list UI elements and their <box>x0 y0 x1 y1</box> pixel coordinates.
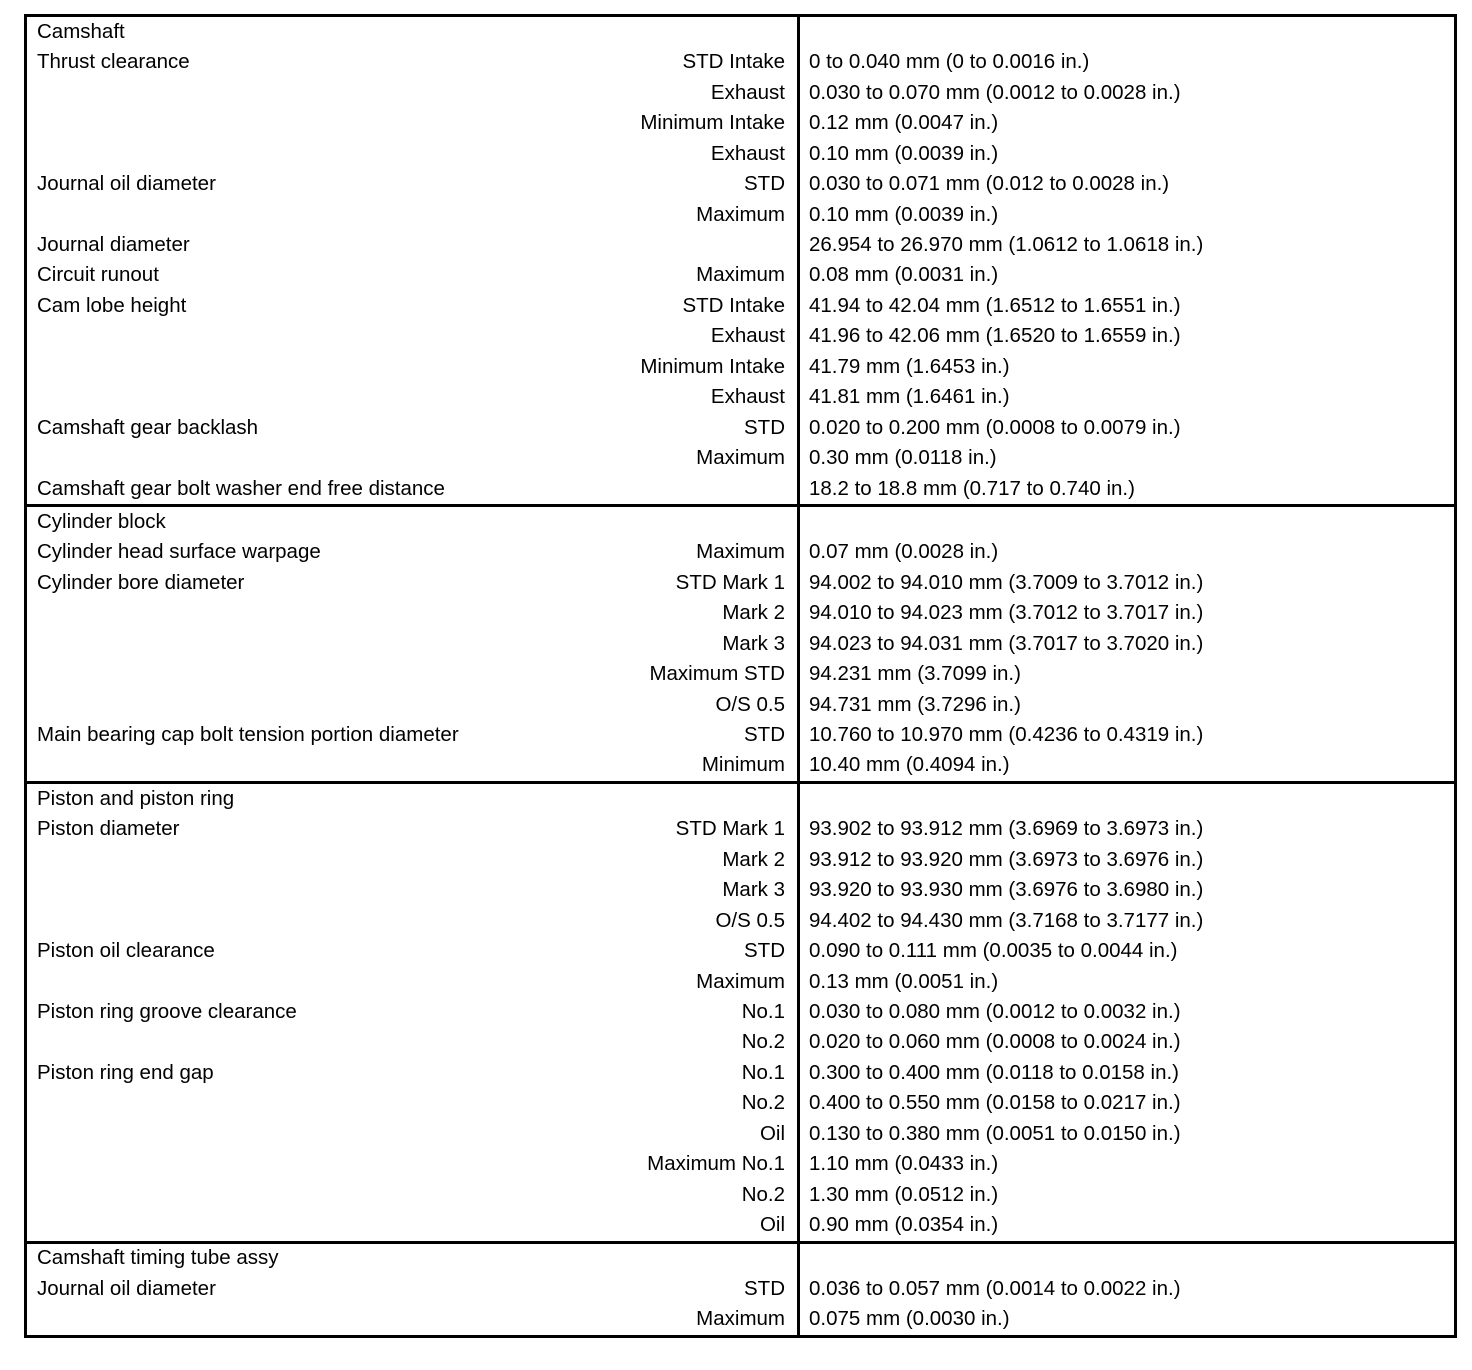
spec-value-row <box>800 352 1454 382</box>
section-title-spacer <box>800 1244 1454 1274</box>
spec-qualifier: Mark 2 <box>722 847 785 871</box>
spec-qualifier: Exhaust <box>710 385 785 409</box>
spec-value: 0 to 0.040 mm (0 to 0.0016 in.) <box>809 50 1090 74</box>
spec-row <box>27 413 797 443</box>
spec-value: 0.020 to 0.060 mm (0.0008 to 0.0024 in.) <box>809 1030 1181 1054</box>
spec-item-label: Piston diameter <box>37 819 180 840</box>
spec-value-row <box>800 1149 1454 1179</box>
spec-item-label: Journal oil diameter <box>37 1278 216 1300</box>
spec-row <box>27 169 797 199</box>
spec-qualifier: STD Intake <box>682 50 785 74</box>
spec-row <box>27 875 797 905</box>
spec-value-row <box>800 720 1454 750</box>
spec-value-row <box>800 1119 1454 1149</box>
spec-qualifier: Minimum <box>701 753 785 777</box>
spec-item-label: Cylinder bore diameter <box>37 572 245 594</box>
spec-value-row <box>800 78 1454 108</box>
spec-qualifier: STD <box>744 1276 785 1300</box>
spec-qualifier: Exhaust <box>710 324 785 348</box>
spec-qualifier: O/S 0.5 <box>715 692 785 716</box>
spec-row <box>27 200 797 230</box>
section-label-column <box>27 1244 800 1335</box>
spec-qualifier: Maximum <box>696 1307 785 1331</box>
spec-item-label: Journal oil diameter <box>37 174 216 195</box>
spec-value: 0.10 mm (0.0039 in.) <box>809 202 999 226</box>
spec-row <box>27 751 797 781</box>
spec-value: 93.920 to 93.930 mm (3.6976 to 3.6980 in.) <box>809 878 1204 902</box>
spec-row <box>27 537 797 567</box>
spec-item-label: Camshaft gear bolt washer end free distance <box>37 478 445 500</box>
section-title: Camshaft <box>37 21 125 43</box>
section-title-spacer <box>800 17 1454 47</box>
spec-qualifier: STD Mark 1 <box>675 570 785 594</box>
section-title: Cylinder block <box>37 511 166 533</box>
spec-value: 93.902 to 93.912 mm (3.6969 to 3.6973 in.) <box>809 817 1204 841</box>
spec-item-label: Main bearing cap bolt tension portion diameter <box>37 725 459 746</box>
spec-value: 1.30 mm (0.0512 in.) <box>809 1182 999 1206</box>
section-title-row <box>27 784 797 814</box>
spec-section <box>27 1241 1454 1335</box>
spec-qualifier: Mark 3 <box>722 631 785 655</box>
spec-value: 0.030 to 0.070 mm (0.0012 to 0.0028 in.) <box>809 80 1181 104</box>
spec-value: 93.912 to 93.920 mm (3.6973 to 3.6976 in.) <box>809 847 1204 871</box>
spec-qualifier: Maximum <box>696 263 785 287</box>
spec-row <box>27 321 797 351</box>
spec-value-row <box>800 261 1454 291</box>
spec-row <box>27 352 797 382</box>
spec-qualifier: STD <box>744 415 785 439</box>
spec-value: 41.94 to 42.04 mm (1.6512 to 1.6551 in.) <box>809 293 1181 317</box>
spec-value: 10.760 to 10.970 mm (0.4236 to 0.4319 in.) <box>809 723 1204 747</box>
spec-value: 0.10 mm (0.0039 in.) <box>809 141 999 165</box>
spec-value: 18.2 to 18.8 mm (0.717 to 0.740 in.) <box>809 476 1135 500</box>
section-value-column <box>800 1244 1454 1335</box>
spec-value: 94.023 to 94.031 mm (3.7017 to 3.7020 in.) <box>809 631 1204 655</box>
spec-value-row <box>800 659 1454 689</box>
spec-row <box>27 997 797 1027</box>
section-value-column <box>800 784 1454 1241</box>
spec-value: 10.40 mm (0.4094 in.) <box>809 753 1010 777</box>
spec-value: 26.954 to 26.970 mm (1.0612 to 1.0618 in.) <box>809 233 1204 257</box>
spec-value-row <box>800 1027 1454 1057</box>
spec-value-row <box>800 629 1454 659</box>
spec-section <box>27 504 1454 781</box>
spec-row <box>27 1119 797 1149</box>
spec-value: 1.10 mm (0.0433 in.) <box>809 1152 999 1176</box>
spec-value-row <box>800 413 1454 443</box>
spec-row <box>27 598 797 628</box>
spec-value-row <box>800 1180 1454 1210</box>
section-label-column <box>27 17 800 504</box>
spec-item-label: Journal diameter <box>37 235 190 256</box>
spec-value: 0.130 to 0.380 mm (0.0051 to 0.0150 in.) <box>809 1121 1181 1145</box>
spec-value: 0.400 to 0.550 mm (0.0158 to 0.0217 in.) <box>809 1091 1181 1115</box>
spec-row <box>27 1088 797 1118</box>
section-label-column <box>27 784 800 1241</box>
section-value-column <box>800 507 1454 781</box>
spec-qualifier: No.2 <box>741 1091 785 1115</box>
spec-value-row <box>800 382 1454 412</box>
spec-value: 41.96 to 42.06 mm (1.6520 to 1.6559 in.) <box>809 324 1181 348</box>
spec-row <box>27 443 797 473</box>
spec-value: 0.036 to 0.057 mm (0.0014 to 0.0022 in.) <box>809 1276 1181 1300</box>
spec-value-row <box>800 751 1454 781</box>
spec-value-row <box>800 139 1454 169</box>
spec-qualifier: No.2 <box>741 1030 785 1054</box>
spec-row <box>27 690 797 720</box>
spec-row <box>27 1180 797 1210</box>
spec-qualifier: Maximum STD <box>649 662 785 686</box>
spec-value: 0.07 mm (0.0028 in.) <box>809 540 999 564</box>
spec-qualifier: Maximum No.1 <box>647 1152 785 1176</box>
spec-row <box>27 659 797 689</box>
spec-qualifier: Exhaust <box>710 141 785 165</box>
spec-row <box>27 814 797 844</box>
spec-value-row <box>800 537 1454 567</box>
section-label-column <box>27 507 800 781</box>
spec-value: 94.731 mm (3.7296 in.) <box>809 692 1021 716</box>
spec-row <box>27 1027 797 1057</box>
spec-row <box>27 230 797 260</box>
spec-value: 94.402 to 94.430 mm (3.7168 to 3.7177 in.) <box>809 908 1204 932</box>
spec-value-row <box>800 875 1454 905</box>
spec-qualifier: Minimum Intake <box>640 354 785 378</box>
spec-row <box>27 47 797 77</box>
section-title-row <box>27 507 797 537</box>
spec-value-row <box>800 568 1454 598</box>
spec-value: 0.030 to 0.071 mm (0.012 to 0.0028 in.) <box>809 172 1170 196</box>
spec-qualifier: Maximum <box>696 540 785 564</box>
spec-qualifier: STD Intake <box>682 293 785 317</box>
spec-value: 41.81 mm (1.6461 in.) <box>809 385 1010 409</box>
section-title-spacer <box>800 784 1454 814</box>
spec-row <box>27 720 797 750</box>
spec-item-label: Thrust clearance <box>37 52 190 73</box>
spec-row <box>27 139 797 169</box>
spec-value-row <box>800 936 1454 966</box>
spec-value-row <box>800 1274 1454 1304</box>
spec-value: 0.30 mm (0.0118 in.) <box>809 446 997 470</box>
spec-value-row <box>800 1058 1454 1088</box>
spec-value-row <box>800 1210 1454 1240</box>
spec-qualifier: No.1 <box>741 999 785 1023</box>
spec-value: 0.030 to 0.080 mm (0.0012 to 0.0032 in.) <box>809 999 1181 1023</box>
spec-row <box>27 78 797 108</box>
spec-row <box>27 474 797 504</box>
spec-value-row <box>800 1304 1454 1334</box>
spec-qualifier: Minimum Intake <box>640 111 785 135</box>
spec-row <box>27 382 797 412</box>
spec-item-label: Circuit runout <box>37 265 159 286</box>
spec-row <box>27 1304 797 1334</box>
spec-item-label: Cam lobe height <box>37 295 187 317</box>
spec-row <box>27 1274 797 1304</box>
spec-value: 94.231 mm (3.7099 in.) <box>809 662 1021 686</box>
spec-qualifier: Oil <box>759 1213 785 1237</box>
spec-value: 41.79 mm (1.6453 in.) <box>809 354 1010 378</box>
section-title: Piston and piston ring <box>37 788 235 810</box>
spec-qualifier: STD <box>744 172 785 196</box>
spec-value-row <box>800 200 1454 230</box>
spec-value-row <box>800 997 1454 1027</box>
spec-row <box>27 1058 797 1088</box>
section-title: Camshaft timing tube assy <box>37 1248 279 1269</box>
spec-value-row <box>800 321 1454 351</box>
spec-qualifier: STD Mark 1 <box>675 817 785 841</box>
spec-value: 0.090 to 0.111 mm (0.0035 to 0.0044 in.) <box>809 939 1178 963</box>
spec-qualifier: STD <box>744 723 785 747</box>
section-value-column <box>800 17 1454 504</box>
spec-row <box>27 568 797 598</box>
spec-value-row <box>800 47 1454 77</box>
spec-value: 0.90 mm (0.0354 in.) <box>809 1213 999 1237</box>
section-title-row <box>27 17 797 47</box>
spec-qualifier: Mark 3 <box>722 878 785 902</box>
spec-qualifier: Maximum <box>696 446 785 470</box>
spec-value-row <box>800 443 1454 473</box>
spec-row <box>27 629 797 659</box>
spec-table <box>24 14 1457 1338</box>
spec-value-row <box>800 598 1454 628</box>
spec-qualifier: Maximum <box>696 202 785 226</box>
spec-value-row <box>800 291 1454 321</box>
spec-row <box>27 291 797 321</box>
spec-qualifier: No.1 <box>741 1060 785 1084</box>
spec-section <box>27 781 1454 1241</box>
spec-value-row <box>800 474 1454 504</box>
spec-value-row <box>800 108 1454 138</box>
spec-row <box>27 845 797 875</box>
spec-item-label: Piston ring groove clearance <box>37 1001 297 1023</box>
spec-value-row <box>800 906 1454 936</box>
spec-section <box>27 17 1454 504</box>
spec-qualifier: Maximum <box>696 969 785 993</box>
spec-value-row <box>800 967 1454 997</box>
section-title-spacer <box>800 507 1454 537</box>
spec-qualifier: STD <box>744 939 785 963</box>
spec-value-row <box>800 169 1454 199</box>
spec-row <box>27 261 797 291</box>
spec-row <box>27 906 797 936</box>
spec-value: 0.12 mm (0.0047 in.) <box>809 111 999 135</box>
spec-qualifier: No.2 <box>741 1182 785 1206</box>
spec-item-label: Cylinder head surface warpage <box>37 542 321 563</box>
spec-qualifier: Exhaust <box>710 80 785 104</box>
spec-value: 0.08 mm (0.0031 in.) <box>809 263 999 287</box>
spec-value-row <box>800 230 1454 260</box>
spec-qualifier: Oil <box>759 1121 785 1145</box>
spec-value-row <box>800 845 1454 875</box>
spec-row <box>27 108 797 138</box>
spec-qualifier: O/S 0.5 <box>715 908 785 932</box>
spec-value: 0.300 to 0.400 mm (0.0118 to 0.0158 in.) <box>809 1060 1180 1084</box>
spec-row <box>27 936 797 966</box>
spec-value: 0.075 mm (0.0030 in.) <box>809 1307 1010 1331</box>
spec-value-row <box>800 1088 1454 1118</box>
spec-value: 0.020 to 0.200 mm (0.0008 to 0.0079 in.) <box>809 415 1181 439</box>
spec-item-label: Camshaft gear backlash <box>37 417 259 439</box>
spec-item-label: Piston oil clearance <box>37 941 215 962</box>
spec-value-row <box>800 690 1454 720</box>
section-title-row <box>27 1244 797 1274</box>
spec-row <box>27 1210 797 1240</box>
spec-row <box>27 967 797 997</box>
spec-item-label: Piston ring end gap <box>37 1062 214 1084</box>
spec-qualifier: Mark 2 <box>722 601 785 625</box>
spec-value: 94.002 to 94.010 mm (3.7009 to 3.7012 in.) <box>809 570 1204 594</box>
spec-value-row <box>800 814 1454 844</box>
spec-value: 94.010 to 94.023 mm (3.7012 to 3.7017 in.) <box>809 601 1204 625</box>
spec-value: 0.13 mm (0.0051 in.) <box>809 969 999 993</box>
spec-row <box>27 1149 797 1179</box>
